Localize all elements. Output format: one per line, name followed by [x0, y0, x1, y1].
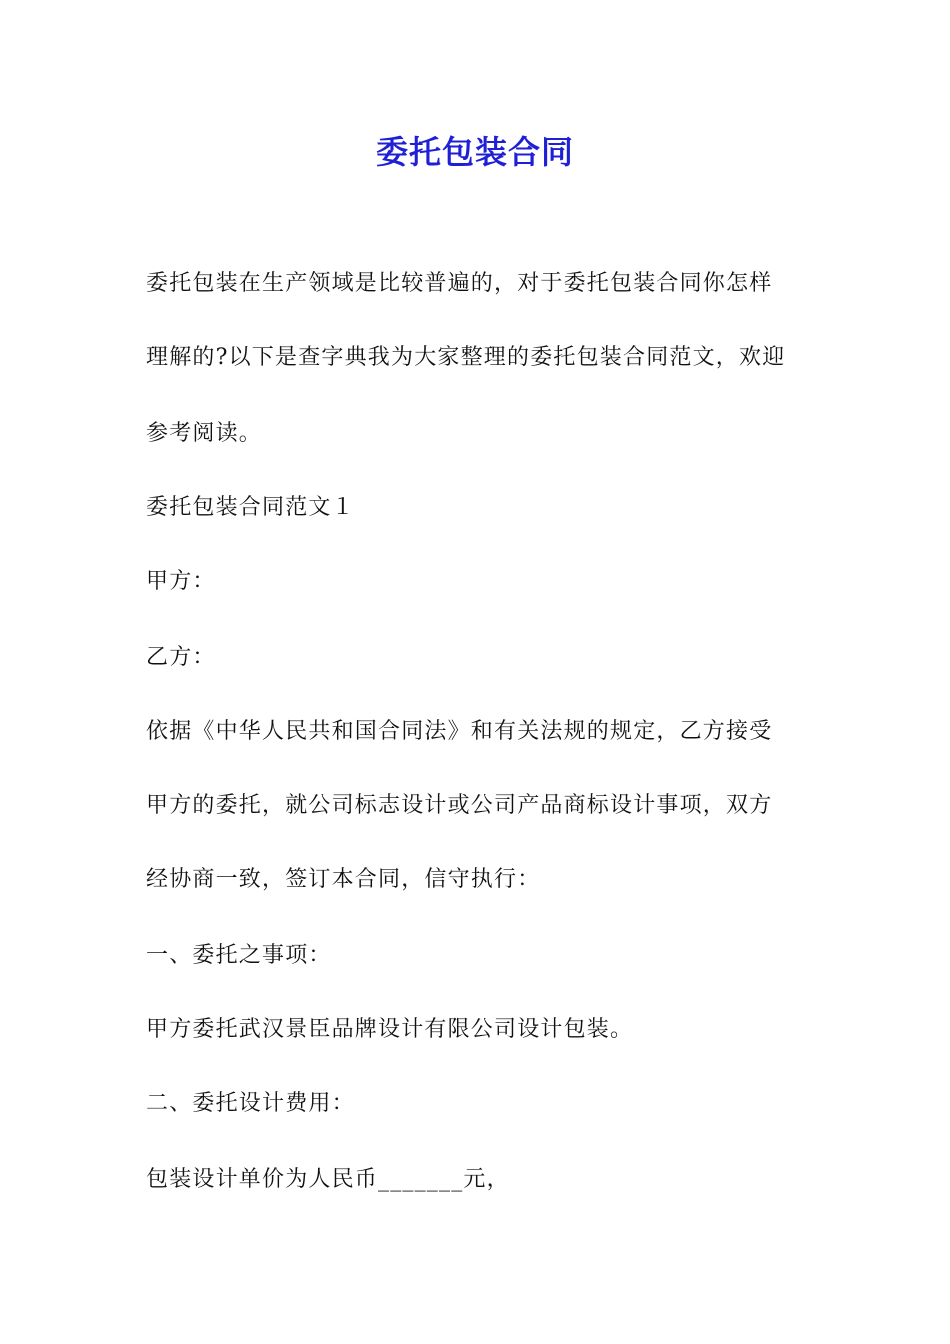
clause-body-1: 甲方委托武汉景臣品牌设计有限公司设计包装。	[146, 1017, 634, 1042]
body-line-basis-2: 甲方的委托，就公司标志设计或公司产品商标设计事项，双方	[146, 793, 773, 818]
party-a-label: 甲方：	[146, 569, 216, 594]
section-heading-sample-1: 委托包装合同范文１	[146, 495, 355, 520]
clause-body-2: 包装设计单价为人民币_______元，	[146, 1167, 510, 1192]
clause-heading-1: 一、委托之事项：	[146, 943, 332, 968]
body-line-intro-1: 委托包装在生产领域是比较普遍的，对于委托包装合同你怎样	[146, 271, 773, 296]
body-line-intro-3: 参考阅读。	[146, 421, 263, 446]
body-line-basis-1: 依据《中华人民共和国合同法》和有关法规的规定，乙方接受	[146, 719, 773, 744]
document-title: 委托包装合同	[375, 133, 574, 171]
party-b-label: 乙方：	[146, 645, 216, 670]
body-line-basis-3: 经协商一致，签订本合同，信守执行：	[146, 867, 541, 892]
body-line-intro-2: 理解的?以下是查字典我为大家整理的委托包装合同范文，欢迎	[146, 345, 786, 370]
clause-heading-2: 二、委托设计费用：	[146, 1091, 355, 1116]
